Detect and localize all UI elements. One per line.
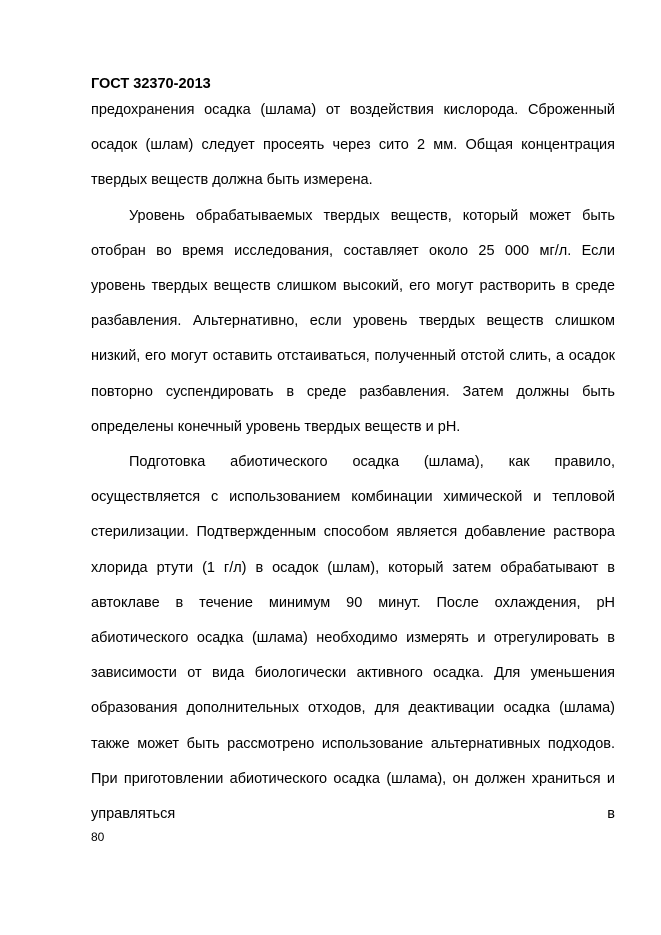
document-header: ГОСТ 32370-2013: [91, 76, 211, 92]
paragraph-2: Уровень обрабатываемых твердых веществ, который может быть отобран во время исследования, составляет около 25 000 мг/л. Если уровень твердых веществ слишком высокий, его могут растворить в среде разбавления. Альтернативно, если уровень твердых веществ слишком низкий, его могут оставить отстаиваться, полученный отстой слить, а осадок повторно суспендировать в среде разбавления. Затем должны быть определены конечный уровень твердых веществ и pH.: [91, 207, 615, 435]
paragraph-3: Подготовка абиотического осадка (шлама), как правило, осуществляется с использованием комбинации химической и тепловой стерилизации. Подтвержденным способом является добавление раствора хлорида ртути (1 г/л) в осадок (шлам), который затем обрабатывают в автоклаве в течение минимум 90 минут. После охлаждения, pH абиотического осадка (шлама) необходимо измерять и отрегулировать в зависимости от вида биологически активного осадка. Для уменьшения образования дополнительных отходов, для деактивации осадка (шлама) также может быть рассмотрено использование альтернативных подходов. При приготовлении абиотического осадка (шлама), он должен храниться и управляться в: [91, 454, 615, 823]
page-number: 80: [91, 830, 105, 844]
document-body: [91, 93, 615, 832]
paragraph-1: предохранения осадка (шлама) от воздействия кислорода. Сброженный осадок (шлам) следует просеять через сито 2 мм. Общая концентрация твердых веществ должна быть измерена.: [91, 102, 615, 189]
